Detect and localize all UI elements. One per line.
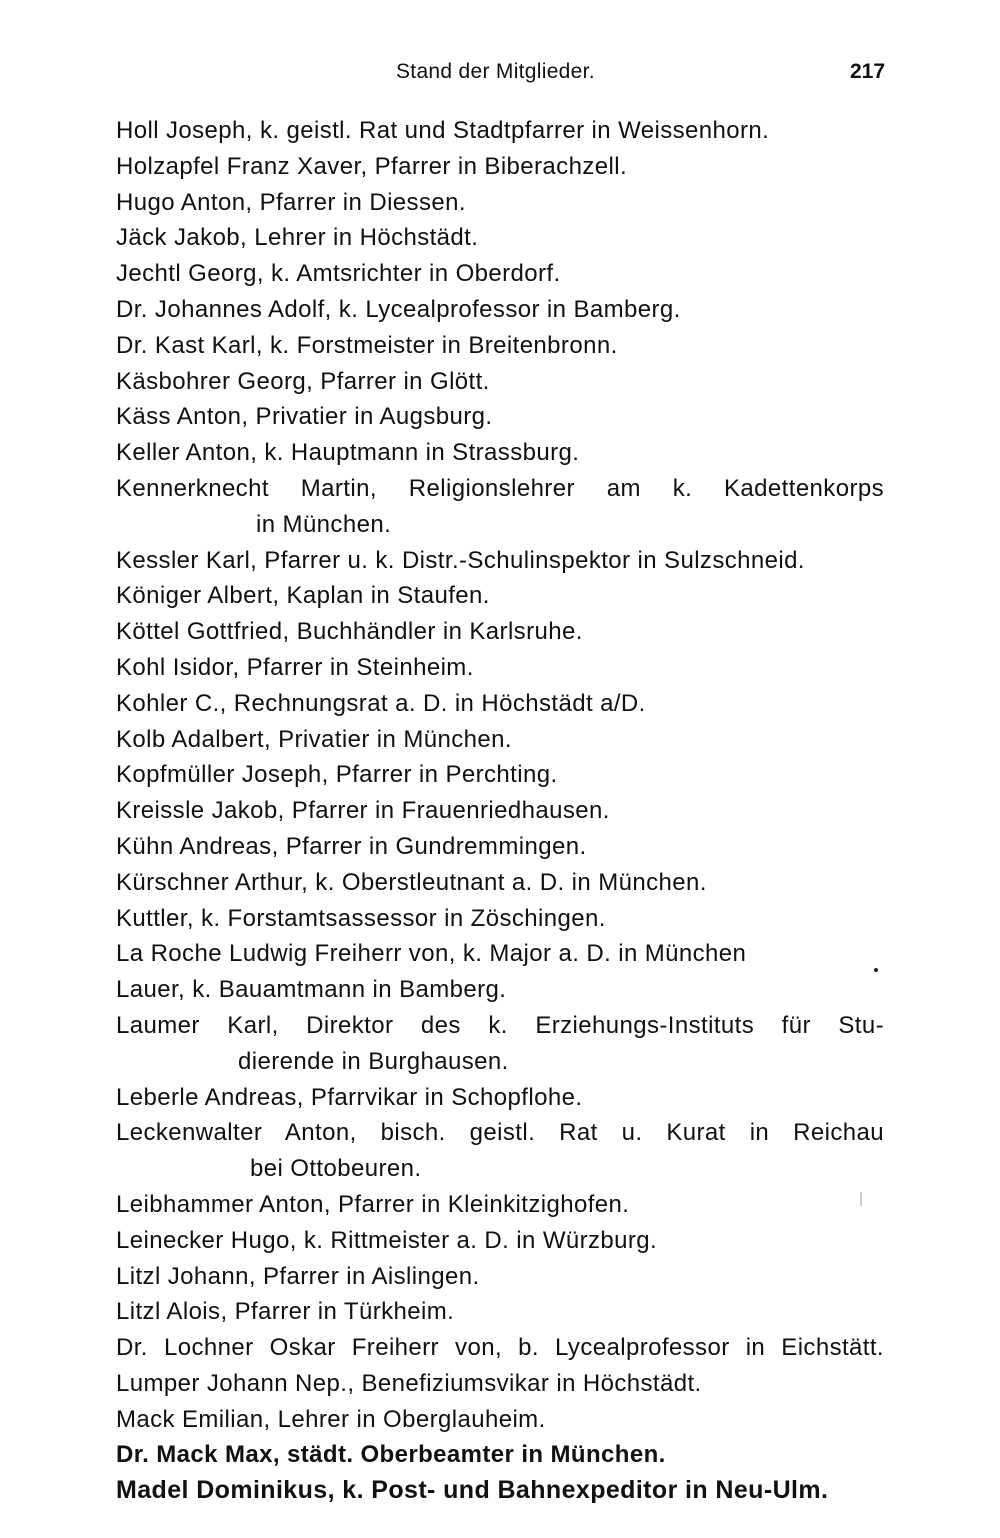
member-entry-text: Königer Albert, Kaplan in Staufen. xyxy=(116,582,490,610)
member-entry xyxy=(0,1366,1000,1402)
member-entry-text: Dr. Kast Karl, k. Forstmeister in Breitenbronn. xyxy=(116,331,618,359)
member-entry-continuation xyxy=(0,1044,1000,1080)
member-entry xyxy=(0,1223,1000,1259)
print-speck xyxy=(874,968,878,972)
member-entry xyxy=(0,543,1000,579)
member-entry-text: Dr. Lochner Oskar Freiherr von, b. Lycealprofessor in Eichstätt. xyxy=(116,1334,884,1362)
member-entry-text: Jäck Jakob, Lehrer in Höchstädt. xyxy=(116,224,479,252)
member-entry-text: Kessler Karl, Pfarrer u. k. Distr.-Schulinspektor in Sulzschneid. xyxy=(116,546,805,574)
member-entry-text: Kohler C., Rechnungsrat a. D. in Höchstädt a/D. xyxy=(116,689,646,717)
member-entry xyxy=(0,972,1000,1008)
member-entry-text: dierende in Burghausen. xyxy=(238,1047,509,1075)
member-entry-text: Kolb Adalbert, Privatier in München. xyxy=(116,725,512,753)
member-entry-text: Köttel Gottfried, Buchhändler in Karlsruhe. xyxy=(116,618,583,646)
member-entry-text: Laumer Karl, Direktor des k. Erziehungs-Instituts für Stu- xyxy=(116,1011,884,1039)
member-entry xyxy=(0,1115,1000,1151)
member-entry-text: Kuttler, k. Forstamtsassessor in Zöschingen. xyxy=(116,904,606,932)
member-entry xyxy=(0,1330,1000,1366)
member-entry-continuation xyxy=(0,507,1000,543)
member-entry xyxy=(0,1402,1000,1438)
member-entry-text: Kohl Isidor, Pfarrer in Steinheim. xyxy=(116,653,474,681)
member-entry-text: La Roche Ludwig Freiherr von, k. Major a. D. in München xyxy=(116,940,747,968)
member-entry-text: Madel Dominikus, k. Post- und Bahnexpeditor in Neu-Ulm. xyxy=(116,1476,829,1505)
member-entry xyxy=(0,722,1000,758)
member-entry-text: Kopfmüller Joseph, Pfarrer in Perchting. xyxy=(116,761,558,789)
member-entry xyxy=(0,793,1000,829)
member-entry xyxy=(0,149,1000,185)
member-entry xyxy=(0,686,1000,722)
member-entry xyxy=(0,865,1000,901)
member-entry xyxy=(0,435,1000,471)
member-entry-text: Kühn Andreas, Pfarrer in Gundremmingen. xyxy=(116,832,587,860)
member-entry-continuation xyxy=(0,1151,1000,1187)
member-entry xyxy=(0,1437,1000,1473)
member-entry xyxy=(0,1187,1000,1223)
member-list xyxy=(0,113,1000,1509)
member-entry-text: Käss Anton, Privatier in Augsburg. xyxy=(116,403,493,431)
member-entry xyxy=(0,578,1000,614)
page-number: 217 xyxy=(850,60,886,83)
member-entry-text: Kreissle Jakob, Pfarrer in Frauenriedhausen. xyxy=(116,797,610,825)
member-entry-text: Kürschner Arthur, k. Oberstleutnant a. D. in München. xyxy=(116,868,707,896)
member-entry xyxy=(0,364,1000,400)
member-entry-text: Dr. Johannes Adolf, k. Lycealprofessor in Bamberg. xyxy=(116,295,681,323)
member-entry-text: Leibhammer Anton, Pfarrer in Kleinkitzighofen. xyxy=(116,1190,630,1218)
member-entry-text: Kennerknecht Martin, Religionslehrer am k. Kadettenkorps xyxy=(116,474,884,502)
member-entry-text: Leckenwalter Anton, bisch. geistl. Rat u. Kurat in Reichau xyxy=(116,1119,884,1147)
member-entry-text: Dr. Mack Max, städt. Oberbeamter in München. xyxy=(116,1441,666,1469)
member-entry-text: Lumper Johann Nep., Benefiziumsvikar in Höchstädt. xyxy=(116,1369,702,1397)
member-entry-text: Leberle Andreas, Pfarrvikar in Schopflohe. xyxy=(116,1083,583,1111)
member-entry xyxy=(0,1080,1000,1116)
member-entry-text: Keller Anton, k. Hauptmann in Strassburg. xyxy=(116,439,580,467)
member-entry-text: Mack Emilian, Lehrer in Oberglauheim. xyxy=(116,1405,546,1433)
member-entry-text: Hugo Anton, Pfarrer in Diessen. xyxy=(116,188,466,216)
member-entry xyxy=(0,471,1000,507)
member-entry xyxy=(0,328,1000,364)
member-entry xyxy=(0,650,1000,686)
member-entry-text: Litzl Johann, Pfarrer in Aislingen. xyxy=(116,1262,480,1290)
member-entry xyxy=(0,1473,1000,1509)
member-entry xyxy=(0,292,1000,328)
member-entry xyxy=(0,399,1000,435)
member-entry-text: Litzl Alois, Pfarrer in Türkheim. xyxy=(116,1298,455,1326)
member-entry-text: in München. xyxy=(256,510,392,538)
member-entry xyxy=(0,1259,1000,1295)
member-entry xyxy=(0,256,1000,292)
running-title: Stand der Mitglieder. xyxy=(396,60,595,83)
member-entry xyxy=(0,936,1000,972)
member-entry-text: Leinecker Hugo, k. Rittmeister a. D. in Würzburg. xyxy=(116,1226,658,1254)
member-entry-text: Holl Joseph, k. geistl. Rat und Stadtpfarrer in Weissenhorn. xyxy=(116,117,770,144)
member-entry xyxy=(0,614,1000,650)
member-entry xyxy=(0,113,1000,149)
member-entry-text: Jechtl Georg, k. Amtsrichter in Oberdorf. xyxy=(116,260,561,288)
member-entry-text: Lauer, k. Bauamtmann in Bamberg. xyxy=(116,976,507,1004)
scan-mark xyxy=(860,1192,862,1206)
member-entry xyxy=(0,901,1000,937)
member-entry-text: bei Ottobeuren. xyxy=(250,1155,422,1183)
member-entry xyxy=(0,757,1000,793)
member-entry xyxy=(0,185,1000,221)
member-entry-text: Käsbohrer Georg, Pfarrer in Glött. xyxy=(116,367,490,395)
member-entry xyxy=(0,1294,1000,1330)
page-header xyxy=(0,60,1000,92)
member-entry-text: Holzapfel Franz Xaver, Pfarrer in Biberachzell. xyxy=(116,152,628,180)
member-entry xyxy=(0,1008,1000,1044)
member-entry xyxy=(0,220,1000,256)
member-entry xyxy=(0,829,1000,865)
